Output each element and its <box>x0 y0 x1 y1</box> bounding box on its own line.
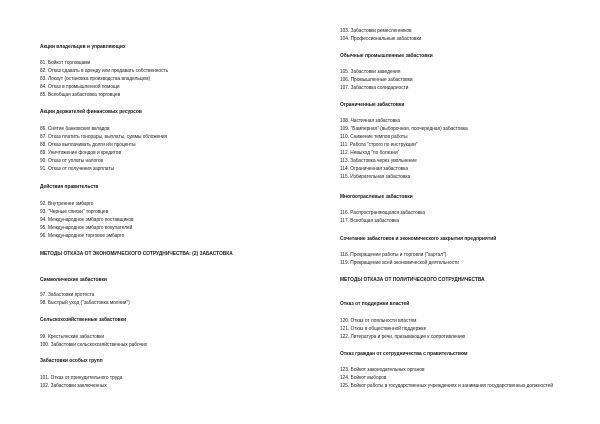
list-item: 98. Быстрый уход ("забастовка молнии") <box>40 300 130 306</box>
list-item: 86. Снятие банковских вкладов <box>40 126 110 132</box>
list-item: 112. Невыход "по болезни" <box>340 150 400 156</box>
section-heading: Обычные промышленные забастовки <box>340 53 433 59</box>
section-heading: МЕТОДЫ ОТКАЗА ОТ ЭКОНОМИЧЕСКОГО СОТРУДНИЧЕСТВА: (2) ЗАБАСТОВКА <box>40 251 233 257</box>
list-item: 111. Работа "строго по инструкции" <box>340 142 418 148</box>
list-item: 116. Распространяющаяся забастовка <box>340 210 426 216</box>
section-heading: МЕТОДЫ ОТКАЗА ОТ ПОЛИТИЧЕСКОГО СОТРУДНИЧЕСТВА <box>340 277 485 283</box>
list-item: 110. Снижение темпов работы <box>340 134 408 140</box>
list-item: 82. Отказ сдавать в аренду или продавать собственность <box>40 68 169 74</box>
list-item: 102. Забастовки заключенных <box>40 383 107 389</box>
list-item: 122. Литература и речи, призывающие к сопротивлению <box>340 334 466 340</box>
list-item: 89. Уничтожение фондов и кредитов <box>40 150 122 156</box>
section-heading: Сельскохозяйственные забастовки <box>40 317 127 323</box>
list-item: 105. Забастовки заведения <box>340 69 401 75</box>
section-heading: Символические забастовки <box>40 277 107 283</box>
list-item: 97. Забастовки протеста <box>40 292 95 298</box>
section-heading: Акции держателей финансовых ресурсов <box>40 109 142 115</box>
list-item: 91. Отказ от получения зарплаты <box>40 166 114 172</box>
list-item: 119. Прекращение всей экономической деятельности <box>340 260 459 266</box>
list-item: 124. Бойкот выборов <box>340 375 387 381</box>
list-item: 107. Забастовка солидарности <box>340 85 409 91</box>
list-item: 121. Отказ в общественной поддержке <box>340 326 427 332</box>
list-item: 120. Отказ от лояльности властям <box>340 318 417 324</box>
list-item: 92. Внутреннее эмбарго <box>40 201 94 207</box>
list-item: 99. Крестьянские забастовки <box>40 334 105 340</box>
list-item: 83. Локаут (остановка производства владельцем) <box>40 76 151 82</box>
list-item: 113. Забастовка через увольнение <box>340 158 417 164</box>
section-heading: Многоотраслевые забастовки <box>340 194 413 200</box>
list-item: 109. "Бамперная" (выборочная, поочередная) забастовка <box>340 126 468 132</box>
list-item: 106. Промышленные забастовки <box>340 77 413 83</box>
list-item: 96. Международное торговое эмбарго <box>40 233 125 239</box>
list-item: 84. Отказ в промышленной помощи <box>40 84 120 90</box>
list-item: 90. Отказ от уплаты налогов <box>40 158 104 164</box>
section-heading: Забастовки особых групп <box>40 358 103 364</box>
list-item: 81. Бойкот торговцами <box>40 60 91 66</box>
list-item: 95. Международное эмбарго покупателей <box>40 225 133 231</box>
list-item: 125. Бойкот работы в государственных учреждениях и занимания государственных должностей <box>340 383 553 389</box>
section-heading: Сочетание забастовок и экономического закрытия предприятий <box>340 236 497 242</box>
list-item: 123. Бойкот законодательных органов <box>340 367 425 373</box>
list-item: 103. Забастовки ремесленников <box>340 28 412 34</box>
list-item: 85. Всеобщая забастовка торговцев <box>40 92 121 98</box>
section-heading: Акции владельцев и управляющих <box>40 44 126 50</box>
section-heading: Действия правительств <box>40 184 99 190</box>
list-item: 104. Профессиональные забастовки <box>340 36 422 42</box>
list-item: 93. "Черные списки" торговцев <box>40 209 109 215</box>
section-heading: Отказ от поддержки властей <box>340 301 410 307</box>
list-item: 114. Ограниченная забастовка <box>340 166 408 172</box>
list-item: 100. Забастовки сельскохозяйственных рабочих <box>40 342 148 348</box>
list-item: 115. Избирательная забастовка <box>340 174 411 180</box>
list-item: 87. Отказ платить гонорары, выплаты, суммы обложения <box>40 134 168 140</box>
section-heading: Ограниченные забастовки <box>340 102 405 108</box>
list-item: 108. Частичная забастовка <box>340 118 401 124</box>
list-item: 117. Всеобщая забастовка <box>340 218 400 224</box>
list-item: 88. Отказ выплачивать долги и/и проценты <box>40 142 136 148</box>
list-item: 118. Прекращение работы и торговли ("хартал") <box>340 252 447 258</box>
section-heading: Отказ граждан от сотрудничества с правительством <box>340 351 468 357</box>
list-item: 101. Отказ от принудительного труда <box>40 375 123 381</box>
list-item: 94. Международное эмбарго поставщиков <box>40 217 134 223</box>
